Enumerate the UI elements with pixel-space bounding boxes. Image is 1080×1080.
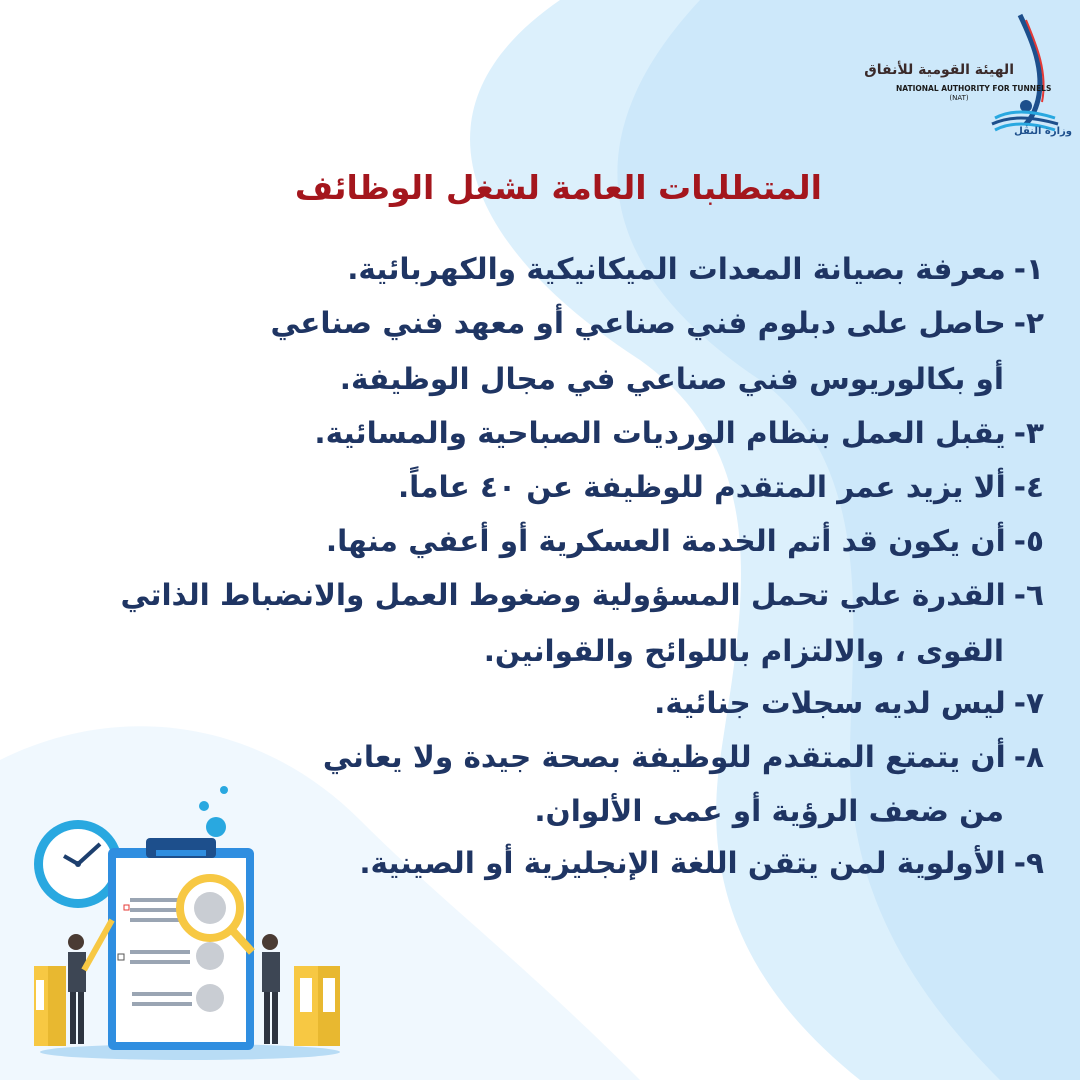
requirement-text: حاصل على دبلوم فني صناعي أو معهد فني صناعي [270, 306, 1006, 340]
logo-name-ar: الهيئة القومية للأنفاق [864, 62, 1014, 78]
recruitment-illustration [20, 770, 360, 1070]
requirement-text: يقبل العمل بنظام الورديات الصباحية والمسائية. [314, 416, 1006, 450]
clipboard-icon [108, 838, 254, 1050]
logo-abbr: (NAT) [949, 94, 969, 102]
requirement-text: ليس لديه سجلات جنائية. [654, 686, 1006, 720]
binders-left-icon [34, 966, 66, 1046]
requirement-item [654, 678, 1044, 728]
bubble-icon [199, 801, 209, 811]
requirement-text: أن يكون قد أتم الخدمة العسكرية أو أعفي منها. [325, 524, 1006, 558]
person-left-icon [68, 920, 112, 1044]
requirement-continuation: من ضعف الرؤية أو عمى الألوان. [534, 794, 1004, 828]
requirement-text: أن يتمتع المتقدم للوظيفة بصحة جيدة ولا يعاني [322, 740, 1006, 774]
requirement-number: ٧- [1013, 686, 1044, 720]
binders-right-icon [294, 966, 340, 1046]
bubble-icon [206, 817, 226, 837]
requirement-continuation: القوى ، والالتزام باللوائح والقوانين. [483, 634, 1004, 668]
requirement-item [347, 244, 1044, 294]
requirement-item [398, 462, 1044, 512]
requirement-item [314, 408, 1044, 458]
requirement-number: ٨- [1013, 740, 1044, 774]
requirement-number: ٤- [1013, 470, 1044, 504]
page-title: المتطلبات العامة لشغل الوظائف [294, 168, 822, 207]
requirement-number: ١- [1013, 252, 1044, 286]
requirement-continuation: أو بكالوريوس فني صناعي في مجال الوظيفة. [339, 362, 1004, 396]
person-right-icon [262, 934, 280, 1044]
requirement-number: ٣- [1013, 416, 1044, 450]
requirement-text: الأولوية لمن يتقن اللغة الإنجليزية أو الصينية. [359, 846, 1006, 880]
requirement-number: ٥- [1013, 524, 1044, 558]
requirement-text: القدرة علي تحمل المسؤولية وضغوط العمل والانضباط الذاتي [120, 578, 1006, 612]
requirement-item [323, 732, 1044, 782]
bubble-icon [220, 786, 228, 794]
requirement-item [121, 570, 1044, 620]
requirement-number: ٩- [1013, 846, 1044, 880]
requirement-text: معرفة بصيانة المعدات الميكانيكية والكهربائية. [347, 252, 1006, 286]
requirement-text: ألا يزيد عمر المتقدم للوظيفة عن ٤٠ عاماً. [397, 470, 1006, 504]
requirement-number: ٢- [1013, 306, 1044, 340]
requirement-item [359, 838, 1044, 888]
requirement-item [326, 516, 1044, 566]
requirement-number: ٦- [1013, 578, 1044, 612]
logo-name-en: NATIONAL AUTHORITY FOR TUNNELS [896, 84, 1052, 93]
logo-ministry: وزارة النقل [1014, 126, 1072, 137]
requirement-item [270, 298, 1044, 348]
